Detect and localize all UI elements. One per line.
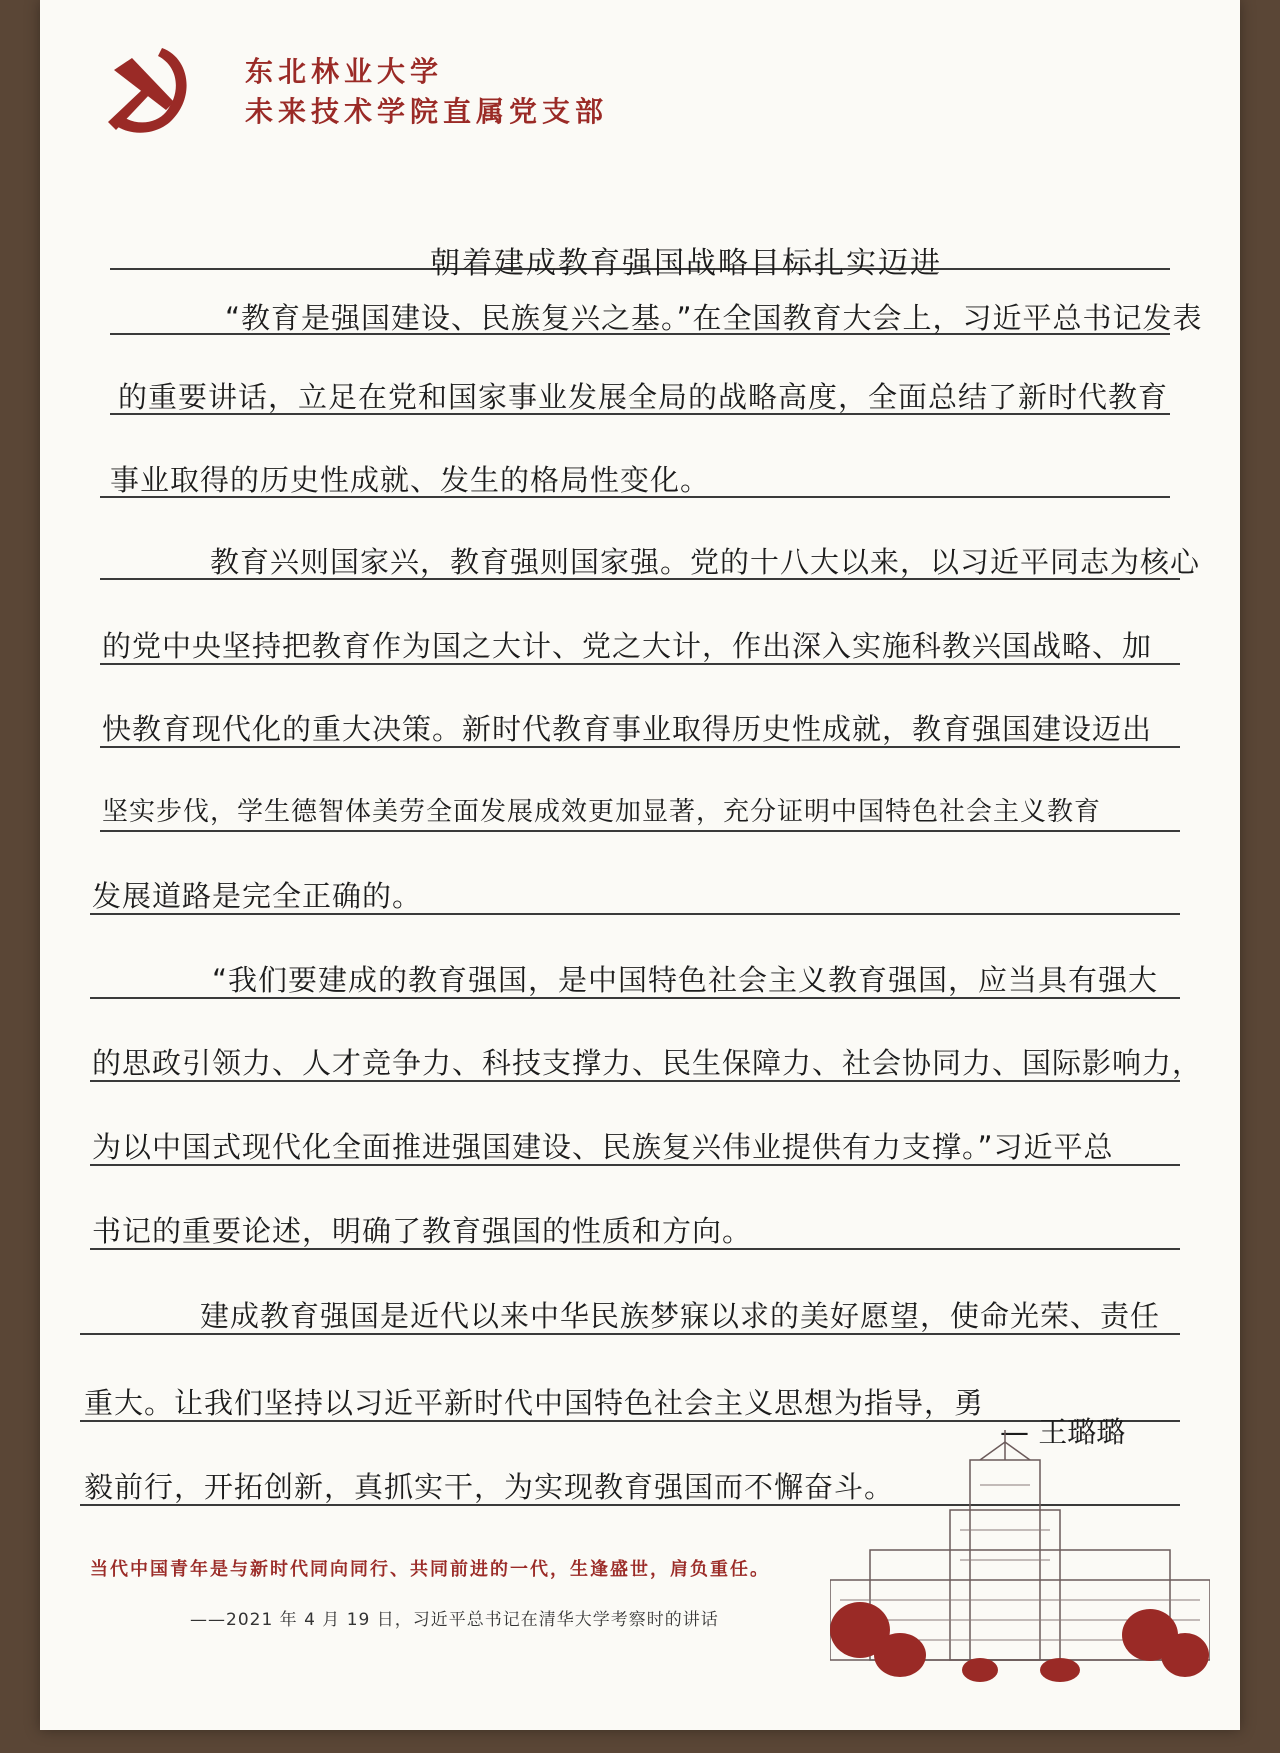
branch-name: 未来技术学院直属党支部 — [245, 95, 609, 128]
footer-source: ——2021 年 4 月 19 日，习近平总书记在清华大学考察时的讲话 — [190, 1610, 719, 1630]
essay-line: 毅前行，开拓创新，真抓实干，为实现教育强国而不懈奋斗。 — [84, 1470, 895, 1504]
essay-line: 发展道路是完全正确的。 — [92, 879, 423, 913]
essay-line: “我们要建成的教育强国，是中国特色社会主义教育强国，应当具有强大 — [212, 963, 1159, 997]
essay-line: 教育兴则国家兴，教育强则国家强。党的十八大以来，以习近平同志为核心 — [210, 545, 1201, 579]
university-name: 东北林业大学 — [245, 55, 444, 88]
essay-line: “教育是强国建设、民族复兴之基。”在全国教育大会上，习近平总书记发表 — [225, 301, 1203, 335]
essay-line: 建成教育强国是近代以来中华民族梦寐以求的美好愿望，使命光荣、责任 — [200, 1299, 1161, 1333]
building-illustration-icon — [830, 1430, 1210, 1690]
essay-line: 快教育现代化的重大决策。新时代教育事业取得历史性成就，教育强国建设迈出 — [102, 712, 1153, 746]
essay-line: 的党中央坚持把教育作为国之大计、党之大计，作出深入实施科教兴国战略、加 — [102, 629, 1153, 663]
essay-line: 事业取得的历史性成就、发生的格局性变化。 — [110, 463, 711, 497]
essay-title: 朝着建成教育强国战略目标扎实迈进 — [430, 246, 942, 281]
essay-line: 书记的重要论述，明确了教育强国的性质和方向。 — [92, 1214, 753, 1248]
essay-line: 的重要讲话，立足在党和国家事业发展全局的战略高度，全面总结了新时代教育 — [118, 380, 1169, 414]
author-signature: — 王璐璐 — [1000, 1415, 1126, 1449]
essay-line: 的思政引领力、人才竞争力、科技支撑力、民生保障力、社会协同力、国际影响力， — [92, 1046, 1203, 1080]
letter-paper — [40, 0, 1240, 1730]
essay-line: 坚实步伐，学生德智体美劳全面发展成效更加显著，充分证明中国特色社会主义教育 — [102, 797, 1102, 827]
essay-line: 为以中国式现代化全面推进强国建设、民族复兴伟业提供有力支撑。”习近平总 — [92, 1130, 1114, 1164]
essay-line: 重大。让我们坚持以习近平新时代中国特色社会主义思想为指导，勇 — [84, 1386, 985, 1420]
footer-quote: 当代中国青年是与新时代同向同行、共同前进的一代，生逢盛世，肩负重任。 — [90, 1559, 770, 1580]
rule-line — [100, 830, 1180, 832]
